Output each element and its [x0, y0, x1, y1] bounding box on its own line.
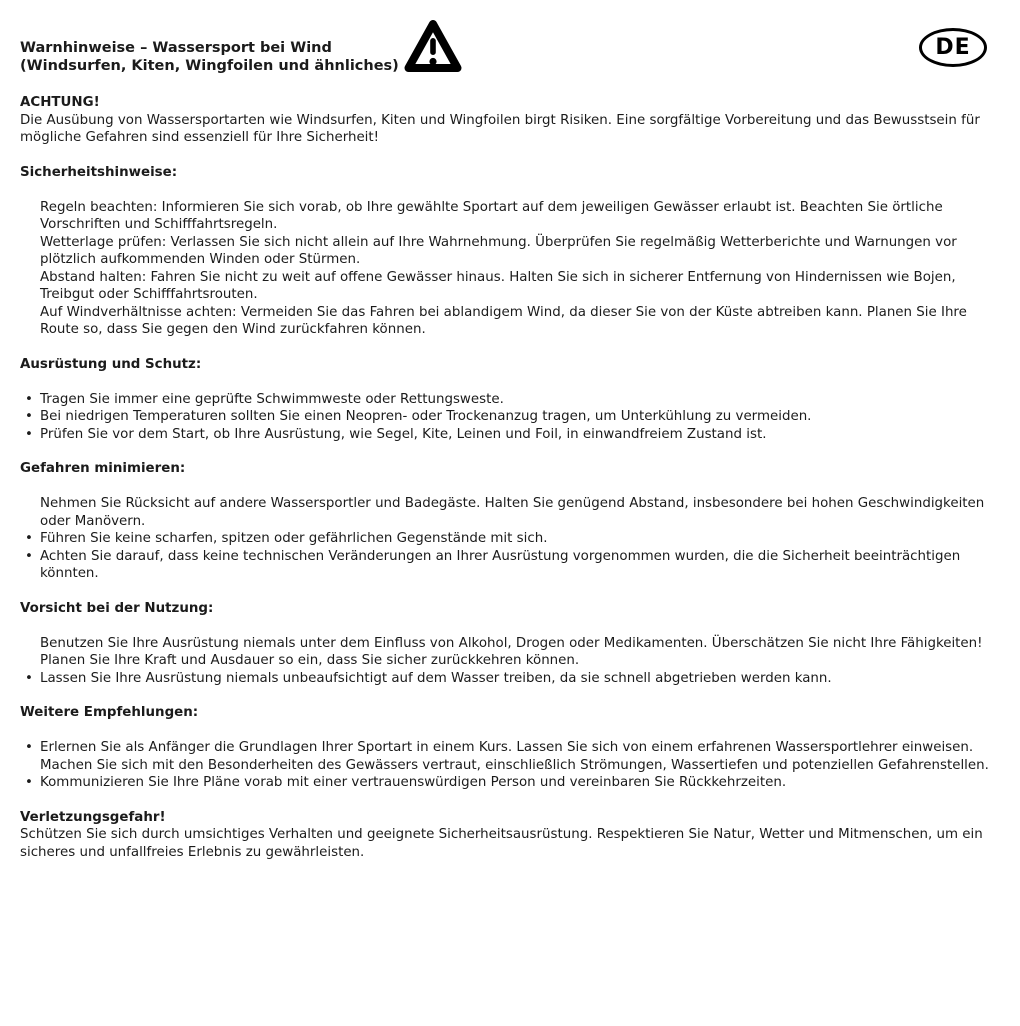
section-heading: Sicherheitshinweise: — [20, 164, 178, 180]
list-item: Auf Windverhältnisse achten: Vermeiden Sie das Fahren bei ablandigem Wind, da dieser Sie von der Küste abtreiben kann. Planen Sie Ihre Route so, dass Sie gegen den Wind zurückfahren können. — [40, 304, 967, 337]
list-item: • Kommunizieren Sie Ihre Pläne vorab mit einer vertrauenswürdigen Person und vereinbaren Sie Rückkehrzeiten. — [20, 774, 1000, 792]
list-item: • Prüfen Sie vor dem Start, ob Ihre Ausrüstung, wie Segel, Kite, Leinen und Foil, in einwandfreiem Zustand ist. — [20, 426, 1000, 444]
page-title-line-1: Warnhinweise – Wassersport bei Wind — [20, 40, 332, 56]
list-item: • Tragen Sie immer eine geprüfte Schwimmweste oder Rettungsweste. — [20, 391, 1000, 409]
section-verletzungsgefahr — [20, 809, 1000, 862]
paragraph: Schützen Sie sich durch umsichtiges Verhalten und geeignete Sicherheitsausrüstung. Respektieren Sie Natur, Wetter und Mitmenschen, um ein sicheres und unfallfreies Erlebnis zu gewährleisten. — [20, 827, 983, 860]
section-sicherheitshinweise — [20, 164, 1000, 339]
list-item: • Erlernen Sie als Anfänger die Grundlagen Ihrer Sportart in einem Kurs. Lassen Sie sich von einem erfahrenen Wassersportlehrer einweisen. — [20, 739, 1000, 757]
section-heading: Vorsicht bei der Nutzung: — [20, 600, 214, 616]
language-badge — [919, 28, 987, 67]
document-body — [0, 88, 1020, 861]
page-title-line-2: (Windsurfen, Kiten, Wingfoilen und ähnliches) — [20, 58, 399, 74]
section-gefahren-minimieren — [20, 460, 1000, 583]
section-heading: Ausrüstung und Schutz: — [20, 356, 202, 372]
section-ausruestung-und-schutz — [20, 356, 1000, 444]
section-vorsicht-bei-der-nutzung — [20, 600, 1000, 688]
list-item: Wetterlage prüfen: Verlassen Sie sich nicht allein auf Ihre Wahrnehmung. Überprüfen Sie regelmäßig Wetterberichte und Warnungen vor plötzlich aufkommenden Winden oder Stürmen. — [40, 234, 957, 267]
language-badge-label: DE — [935, 35, 971, 60]
paragraph: Die Ausübung von Wassersportarten wie Windsurfen, Kiten und Wingfoilen birgt Risiken. Eine sorgfältige Vorbereitung und das Bewusstsein für mögliche Gefahren sind essenziell für Ihre Sicherheit! — [20, 112, 980, 145]
list-item: Abstand halten: Fahren Sie nicht zu weit auf offene Gewässer hinaus. Halten Sie sich in sicherer Entfernung von Hindernissen wie Bojen, Treibgut oder Schifffahrtsrouten. — [40, 269, 956, 302]
warning-triangle-icon — [402, 17, 464, 77]
section-heading: Verletzungsgefahr! — [20, 809, 166, 825]
section-heading: Gefahren minimieren: — [20, 461, 186, 476]
section-achtung — [20, 94, 1000, 147]
section-heading: ACHTUNG! — [20, 95, 100, 110]
list-item: • Lassen Sie Ihre Ausrüstung niemals unbeaufsichtigt auf dem Wasser treiben, da sie schnell abgetrieben werden kann. — [20, 670, 1000, 688]
list-item: Benutzen Sie Ihre Ausrüstung niemals unter dem Einfluss von Alkohol, Drogen oder Medikamenten. Überschätzen Sie nicht Ihre Fähigkeiten! Planen Sie Ihre Kraft und Ausdauer so ein, dass Sie sicher zurückkehren können. — [40, 635, 983, 668]
list-item: Nehmen Sie Rücksicht auf andere Wassersportler und Badegäste. Halten Sie genügend Abstand, insbesondere bei hohen Geschwindigkeiten oder Manövern. — [40, 496, 985, 529]
page-title — [20, 39, 399, 75]
list-item: Regeln beachten: Informieren Sie sich vorab, ob Ihre gewählte Sportart auf dem jeweiligen Gewässer erlaubt ist. Beachten Sie örtliche Vorschriften und Schifffahrtsregeln. — [40, 199, 943, 232]
list-item: • Bei niedrigen Temperaturen sollten Sie einen Neopren- oder Trockenanzug tragen, um Unterkühlung zu vermeiden. — [20, 408, 1000, 426]
section-weitere-empfehlungen — [20, 704, 1000, 792]
document-header — [0, 0, 1020, 88]
list-item: • Achten Sie darauf, dass keine technischen Veränderungen an Ihrer Ausrüstung vorgenommen wurden, die die Sicherheit beeinträchtigen könnten. — [20, 548, 1000, 583]
section-heading: Weitere Empfehlungen: — [20, 705, 199, 720]
list-item: • Führen Sie keine scharfen, spitzen oder gefährlichen Gegenstände mit sich. — [20, 530, 1000, 548]
list-item: Machen Sie sich mit den Besonderheiten des Gewässers vertraut, einschließlich Strömungen, Wassertiefen und potenziellen Gefahrenstellen. — [40, 757, 989, 773]
